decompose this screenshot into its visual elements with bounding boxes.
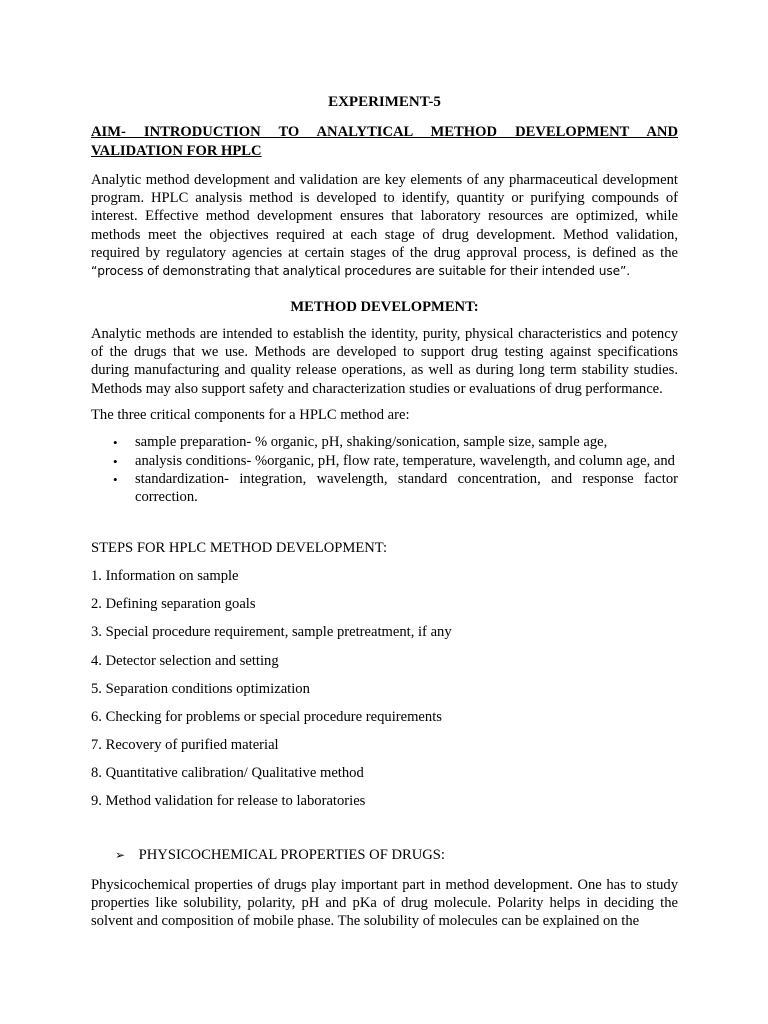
list-item [91, 471, 678, 506]
steps-heading: STEPS FOR HPLC METHOD DEVELOPMENT: [91, 540, 388, 556]
step-item: 8. Quantitative calibration/ Qualitative method [91, 765, 364, 781]
intro-paragraph-text: Analytic method development and validation are key elements of any pharmaceutical development program. HPLC analysis method is developed to identify, quantity or purifying compounds of interest. Effective method development ensures that laboratory resources are optimized, while methods meet the objectives required at each stage of drug development. Method validation, required by regulatory agencies at certain stages of the drug approval process, is defined as the [91, 172, 678, 261]
bullet-icon: • [113, 435, 118, 450]
step-item: 4. Detector selection and setting [91, 653, 279, 669]
list-item-text: analysis conditions- %organic, pH, flow rate, temperature, wavelength, and column age, and [135, 452, 675, 469]
list-item-text: sample preparation- % organic, pH, shaking/sonication, sample size, sample age, [135, 434, 608, 450]
list-item-text: standardization- integration, wavelength, standard concentration, and response factor correction. [135, 471, 678, 505]
bullet-icon: • [113, 472, 118, 488]
list-item [91, 453, 678, 471]
bullet-icon: • [113, 453, 118, 469]
list-item [91, 434, 678, 452]
components-intro: The three critical components for a HPLC method are: [91, 407, 410, 423]
step-item: 7. Recovery of purified material [91, 737, 279, 753]
intro-definition-quote: “process of demonstrating that analytical procedures are suitable for their intended use”. [91, 264, 630, 279]
components-list [91, 434, 678, 506]
step-item: 2. Defining separation goals [91, 596, 256, 612]
method-development-paragraph: Analytic methods are intended to establish the identity, purity, physical characteristics and potency of the drugs that we use. Methods are developed to support drug testing against specifications during manufacturing and quality release operations, as well as during long term stability studies. Methods may also support safety and characterization studies or evaluations of drug performance. [91, 326, 678, 397]
step-item: 6. Checking for problems or special procedure requirements [91, 709, 442, 725]
step-item: 3. Special procedure requirement, sample pretreatment, if any [91, 624, 452, 640]
aim-heading-line-1: AIM- INTRODUCTION TO ANALYTICAL METHOD DEVELOPMENT AND [91, 124, 678, 140]
aim-heading [91, 123, 678, 161]
physicochemical-heading [115, 846, 445, 864]
step-item: 9. Method validation for release to laboratories [91, 793, 366, 809]
step-item: 1. Information on sample [91, 568, 239, 584]
arrow-bullet-icon: ➢ [115, 848, 126, 862]
step-item: 5. Separation conditions optimization [91, 681, 310, 697]
aim-heading-line-2: VALIDATION FOR HPLC [91, 143, 262, 159]
method-development-heading: METHOD DEVELOPMENT: [290, 299, 479, 315]
experiment-title: EXPERIMENT-5 [328, 94, 441, 110]
intro-paragraph [91, 171, 678, 280]
physicochemical-paragraph: Physicochemical properties of drugs play important part in method development. One has to study properties like solubility, polarity, pH and pKa of drug molecule. Polarity helps in deciding the solvent and composition of mobile phase. The solubility of molecules can be explained on the [91, 877, 678, 930]
physicochemical-heading-text: PHYSICOCHEMICAL PROPERTIES OF DRUGS: [138, 847, 445, 863]
